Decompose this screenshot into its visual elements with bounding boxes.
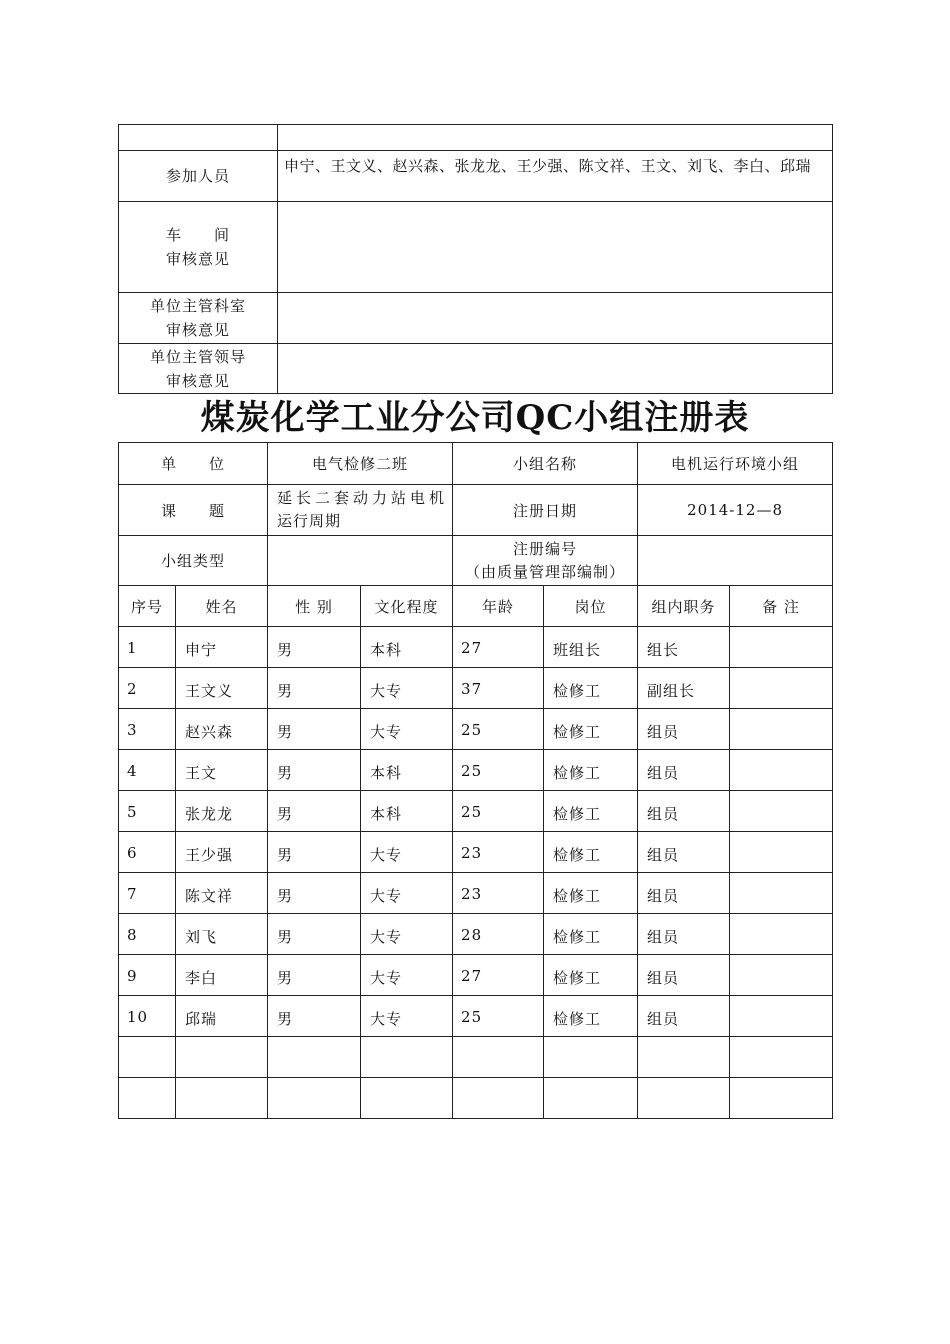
member-no-cell: 8 [119, 914, 176, 955]
member-note-cell [730, 627, 833, 668]
member-role-cell: 组员 [638, 873, 730, 914]
topic-value-line2: 运行周期 [277, 512, 342, 530]
column-header: 备 注 [730, 586, 833, 627]
reg-no-value [638, 536, 833, 586]
member-post-cell: 检修工 [544, 873, 638, 914]
member-role-cell: 组员 [638, 709, 730, 750]
dept-row [119, 293, 833, 344]
member-post-cell [544, 1037, 638, 1078]
member-sex-cell: 男 [268, 955, 361, 996]
group-name-label: 小组名称 [453, 443, 638, 485]
member-post-cell: 检修工 [544, 668, 638, 709]
member-edu-cell: 大专 [361, 996, 453, 1037]
member-name-cell: 李白 [176, 955, 268, 996]
member-name-cell: 王文 [176, 750, 268, 791]
table-row [119, 1037, 833, 1078]
column-header: 文化程度 [361, 586, 453, 627]
member-no-cell: 4 [119, 750, 176, 791]
member-role-cell: 组长 [638, 627, 730, 668]
member-edu-cell: 本科 [361, 627, 453, 668]
member-sex-cell: 男 [268, 996, 361, 1037]
member-age-cell: 23 [453, 873, 544, 914]
member-age-cell: 27 [453, 627, 544, 668]
table-row [119, 627, 833, 668]
member-edu-cell: 大专 [361, 668, 453, 709]
dept-opinion-cell [278, 293, 833, 344]
topic-value [268, 485, 453, 536]
member-name-cell: 王文义 [176, 668, 268, 709]
reg-no-label [453, 536, 638, 586]
member-post-cell [544, 1078, 638, 1119]
member-edu-cell: 大专 [361, 955, 453, 996]
dept-label [119, 293, 278, 344]
member-name-cell: 刘飞 [176, 914, 268, 955]
reg-date-label: 注册日期 [453, 485, 638, 536]
form-title: 煤炭化学工业分公司QC小组注册表 [200, 398, 750, 438]
member-age-cell [453, 1037, 544, 1078]
member-no-cell: 7 [119, 873, 176, 914]
member-age-cell: 28 [453, 914, 544, 955]
member-age-cell: 23 [453, 832, 544, 873]
member-role-cell: 组员 [638, 750, 730, 791]
member-role-cell: 组员 [638, 791, 730, 832]
member-sex-cell: 男 [268, 627, 361, 668]
table-row [119, 832, 833, 873]
workshop-opinion-cell [278, 202, 833, 293]
leader-label [119, 344, 278, 394]
member-role-cell: 组员 [638, 832, 730, 873]
member-age-cell: 37 [453, 668, 544, 709]
member-note-cell [730, 873, 833, 914]
member-role-cell [638, 1078, 730, 1119]
unit-row [119, 443, 833, 485]
registration-table [118, 442, 833, 1119]
member-edu-cell: 本科 [361, 750, 453, 791]
member-role-cell [638, 1037, 730, 1078]
member-edu-cell [361, 1037, 453, 1078]
member-post-cell: 检修工 [544, 832, 638, 873]
column-header: 年龄 [453, 586, 544, 627]
member-edu-cell: 大专 [361, 914, 453, 955]
reg-no-label-line2: （由质量管理部编制） [465, 562, 626, 581]
member-sex-cell: 男 [268, 873, 361, 914]
member-no-cell [119, 1078, 176, 1119]
member-no-cell: 10 [119, 996, 176, 1037]
topic-row [119, 485, 833, 536]
workshop-label [119, 202, 278, 293]
member-note-cell [730, 1037, 833, 1078]
unit-value: 电气检修二班 [268, 443, 453, 485]
table-row [119, 914, 833, 955]
member-name-cell: 张龙龙 [176, 791, 268, 832]
table-row [119, 668, 833, 709]
member-no-cell: 1 [119, 627, 176, 668]
member-name-cell: 陈文祥 [176, 873, 268, 914]
group-type-value [268, 536, 453, 586]
member-edu-cell: 大专 [361, 709, 453, 750]
unit-label: 单 位 [119, 443, 268, 485]
member-post-cell: 检修工 [544, 791, 638, 832]
table-row [119, 750, 833, 791]
member-sex-cell [268, 1078, 361, 1119]
member-edu-cell: 本科 [361, 791, 453, 832]
column-header: 序号 [119, 586, 176, 627]
leader-label-line1: 单位主管领导 [149, 347, 246, 366]
member-no-cell: 6 [119, 832, 176, 873]
member-note-cell [730, 709, 833, 750]
member-sex-cell: 男 [268, 914, 361, 955]
approval-table [118, 124, 833, 394]
leader-opinion-cell [278, 344, 833, 394]
member-name-cell: 王少强 [176, 832, 268, 873]
member-edu-cell: 大专 [361, 873, 453, 914]
member-role-cell: 组员 [638, 996, 730, 1037]
approval-blank-row [119, 125, 833, 151]
column-header: 岗位 [544, 586, 638, 627]
member-name-cell: 邱瑞 [176, 996, 268, 1037]
table-row [119, 996, 833, 1037]
leader-label-line2: 审核意见 [165, 371, 230, 390]
table-header-row [119, 586, 833, 627]
member-edu-cell: 大专 [361, 832, 453, 873]
member-rows [119, 627, 833, 1119]
member-post-cell: 检修工 [544, 914, 638, 955]
member-age-cell: 25 [453, 709, 544, 750]
member-name-cell: 赵兴森 [176, 709, 268, 750]
dept-label-line2: 审核意见 [165, 321, 230, 339]
member-edu-cell [361, 1078, 453, 1119]
group-type-label: 小组类型 [119, 536, 268, 586]
member-sex-cell [268, 1037, 361, 1078]
member-note-cell [730, 832, 833, 873]
member-note-cell [730, 750, 833, 791]
workshop-label-line1: 车 间 [165, 226, 230, 244]
member-age-cell: 25 [453, 750, 544, 791]
participants-label: 参加人员 [119, 151, 278, 202]
member-no-cell: 3 [119, 709, 176, 750]
blank-cell [119, 125, 278, 151]
member-post-cell: 检修工 [544, 996, 638, 1037]
member-no-cell: 2 [119, 668, 176, 709]
table-row [119, 709, 833, 750]
type-row [119, 536, 833, 586]
table-row [119, 873, 833, 914]
member-post-cell: 检修工 [544, 955, 638, 996]
member-age-cell: 25 [453, 791, 544, 832]
workshop-label-line2: 审核意见 [165, 250, 230, 268]
leader-row [119, 344, 833, 394]
member-post-cell: 检修工 [544, 709, 638, 750]
group-name-value: 电机运行环境小组 [638, 443, 833, 485]
member-note-cell [730, 996, 833, 1037]
member-post-cell: 班组长 [544, 627, 638, 668]
member-role-cell: 副组长 [638, 668, 730, 709]
table-row [119, 955, 833, 996]
member-name-cell [176, 1037, 268, 1078]
member-no-cell: 5 [119, 791, 176, 832]
member-note-cell [730, 914, 833, 955]
dept-label-line1: 单位主管科室 [149, 297, 246, 315]
participants-value: 申宁、王文义、赵兴森、张龙龙、王少强、陈文祥、王文、刘飞、李白、邱瑞 [278, 151, 833, 202]
column-header: 性 别 [268, 586, 361, 627]
table-row [119, 791, 833, 832]
member-age-cell: 27 [453, 955, 544, 996]
reg-date-value: 2014-12—8 [638, 485, 833, 536]
member-no-cell: 9 [119, 955, 176, 996]
member-post-cell: 检修工 [544, 750, 638, 791]
member-age-cell: 25 [453, 996, 544, 1037]
topic-label: 课 题 [119, 485, 268, 536]
topic-value-line1: 延长二套动力站电机 [277, 489, 449, 507]
workshop-row [119, 202, 833, 293]
member-age-cell [453, 1078, 544, 1119]
member-name-cell: 申宁 [176, 627, 268, 668]
member-sex-cell: 男 [268, 668, 361, 709]
member-name-cell [176, 1078, 268, 1119]
member-note-cell [730, 1078, 833, 1119]
blank-cell [278, 125, 833, 151]
member-role-cell: 组员 [638, 914, 730, 955]
column-header: 组内职务 [638, 586, 730, 627]
member-sex-cell: 男 [268, 709, 361, 750]
column-header: 姓名 [176, 586, 268, 627]
table-row [119, 1078, 833, 1119]
member-note-cell [730, 791, 833, 832]
member-no-cell [119, 1037, 176, 1078]
member-sex-cell: 男 [268, 832, 361, 873]
member-role-cell: 组员 [638, 955, 730, 996]
member-sex-cell: 男 [268, 750, 361, 791]
member-sex-cell: 男 [268, 791, 361, 832]
member-note-cell [730, 955, 833, 996]
reg-no-label-line1: 注册编号 [513, 539, 578, 558]
member-note-cell [730, 668, 833, 709]
participants-row [119, 151, 833, 202]
